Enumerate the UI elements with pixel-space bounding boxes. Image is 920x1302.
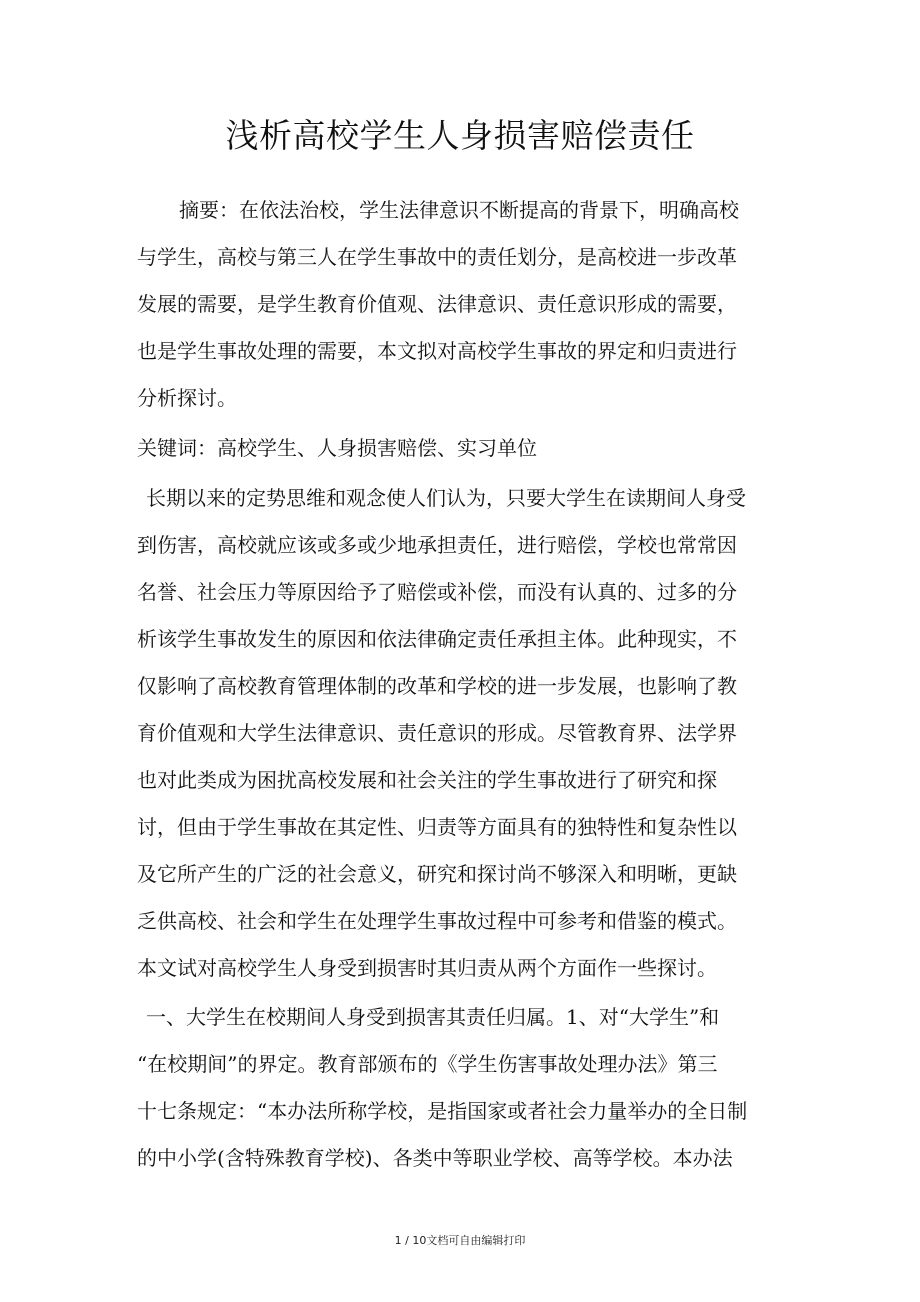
body-line-5: 仅影响了高校教育管理体制的改革和学校的进一步发展，也影响了教 [137,674,737,698]
page-footer: 1 / 10文档可自由编辑打印 [394,1234,526,1247]
abstract-line-3: 发展的需要，是学生教育价值观、法律意识、责任意识形成的需要， [137,292,737,316]
section-line-1: 一、大学生在校期间人身受到损害其责任归属。1、对“大学生”和 [146,1005,720,1029]
body-line-10: 乏供高校、社会和学生在处理学生事故过程中可参考和借鉴的模式。 [137,909,737,933]
body-line-1: 长期以来的定势思维和观念使人们认为，只要大学生在读期间人身受 [146,486,746,510]
body-line-2: 到伤害，高校就应该或多或少地承担责任，进行赔偿，学校也常常因 [137,533,737,557]
body-line-7: 也对此类成为困扰高校发展和社会关注的学生事故进行了研究和探 [137,768,717,792]
body-line-9: 及它所产生的广泛的社会意义，研究和探讨尚不够深入和明晰，更缺 [137,862,737,886]
section-line-4: 的中小学(含特殊教育学校)、各类中等职业学校、高等学校。本办法 [137,1146,733,1170]
keywords-line: 关键词：高校学生、人身损害赔偿、实习单位 [137,436,537,460]
abstract-line-2: 与学生，高校与第三人在学生事故中的责任划分，是高校进一步改革 [137,245,737,269]
document-title: 浅析高校学生人身损害赔偿责任 [225,116,695,155]
body-line-3: 名誉、社会压力等原因给予了赔偿或补偿，而没有认真的、过多的分 [137,580,737,604]
body-line-8: 讨，但由于学生事故在其定性、归责等方面具有的独特性和复杂性以 [137,815,737,839]
body-line-4: 析该学生事故发生的原因和依法律确定责任承担主体。此种现实，不 [137,627,737,651]
abstract-line-5: 分析探讨。 [137,386,237,410]
body-line-11: 本文试对高校学生人身受到损害时其归责从两个方面作一些探讨。 [137,956,717,980]
section-line-2: “在校期间”的界定。教育部颁布的《学生伤害事故处理办法》第三 [137,1052,718,1076]
section-line-3: 十七条规定：“本办法所称学校，是指国家或者社会力量举办的全日制 [137,1099,748,1123]
body-line-6: 育价值观和大学生法律意识、责任意识的形成。尽管教育界、法学界 [137,721,737,745]
abstract-line-4: 也是学生事故处理的需要，本文拟对高校学生事故的界定和归责进行 [137,339,737,363]
abstract-line-1: 摘要：在依法治校，学生法律意识不断提高的背景下，明确高校 [179,198,739,222]
